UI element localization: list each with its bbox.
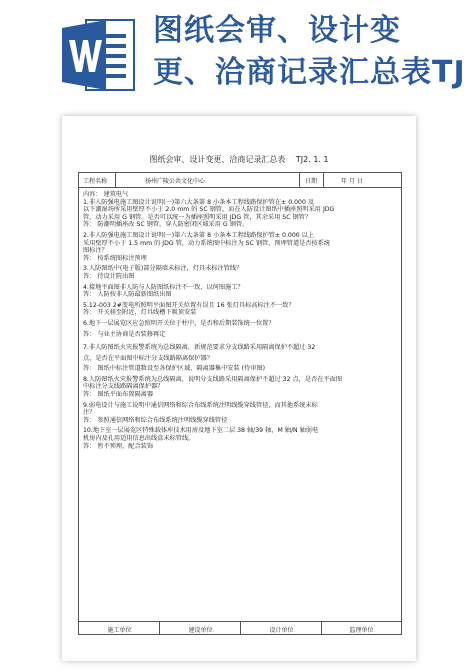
signature-construction: 施工单位 — [107, 627, 132, 634]
content-line: 答： 按系统图标注预埋 — [83, 254, 147, 262]
review-content — [83, 191, 399, 450]
content-line: 答： 人防按非人防最新图纸出图 — [83, 291, 172, 299]
content-line: 8.人防图纸火灾报警系统为总线隔离，说明分支线路采用隔离保护不超过 32 点，是否在平面图 — [83, 375, 343, 383]
project-value: 扬州广陵公共文化中心 — [145, 178, 206, 185]
content-line: 6.地下一层展览区应急照明开关位于柱中，是否和后期装饰统一位置？ — [83, 319, 275, 327]
content-line: 答： 暂不预埋，配合装饰 — [83, 442, 154, 450]
content-line: 7.非人防图纸火灾报警系统为总线隔离，新规范要求分支线路采用隔离保护不超过 32 — [83, 344, 316, 352]
content-line: 内容： 建筑电气 — [83, 191, 129, 198]
content-line: 点，是否在平面图中标注分支线路隔离保护器？ — [83, 354, 213, 362]
document-code: TJ2. 1. 1 — [295, 155, 329, 164]
content-line: 答： 防潮明插座改 SC 钢管，穿人防密闭区域采用 G 钢管。 — [83, 221, 249, 229]
signature-design: 设计单位 — [269, 627, 294, 634]
content-line: 答： 开关移至附近，灯具线槽下吸顶安装 — [83, 309, 197, 317]
header-row — [79, 173, 401, 188]
content-line: 3.人防图纸中(电子版)部分隔墙未标注，灯具未标注管线？ — [83, 265, 243, 273]
project-label: 工程名称 — [83, 178, 108, 185]
content-line: 9.弱电设计与施工说明中通信网络和综合布线系统注明线缆穿线管径，而其他系统未标 — [83, 401, 318, 409]
content-line: 中标注分支线路隔离保护器？ — [83, 383, 164, 391]
title-text: 图纸会审、设计变更、洽商记录汇总表 — [149, 155, 286, 164]
content-line: 1.非人防强电施工图设计说明(一)第六大条第 8 小条本工程线路保护管在± 0.000 及 — [83, 198, 315, 206]
content-line: 机房内及孔用适用信息出线盒未标管线。 — [83, 435, 195, 443]
date-value: 年 月 日 — [341, 178, 363, 185]
document-title — [62, 154, 416, 165]
word-icon — [60, 14, 138, 96]
content-line: 2.非人防强电施工图设计说明(一)第六大条第 8 小条本工程线路保护管± 0.000 以上 — [83, 231, 315, 239]
signature-row — [78, 622, 402, 635]
document-page — [62, 116, 416, 661]
form-table — [78, 172, 402, 622]
content-line: 答： 图纸中标注管道数设至各保护区域，隔离器集中安装 (待审图) — [83, 365, 266, 373]
banner — [0, 0, 474, 112]
date-label: 日期 — [305, 178, 318, 185]
content-line: 5.12-003 2#变电所照明平面图开关位置有误且 16 张灯具标高标注不一致？ — [83, 301, 295, 309]
content-line: 10.地下室一层展览区特殊载体库技术用房及地下室二层 38 轴/39 轴，M 轴/N 轴弱电 — [83, 427, 319, 435]
content-line: 答： 图纸平面布置隔离器 — [83, 391, 154, 399]
content-line: 答： 待设计院出图 — [83, 272, 135, 280]
content-line: 以下潮湿场所采用壁厚不小于 2.0 mm 的 SC 钢管，而在人防设计图纸中插座照明采用 JDG — [83, 206, 335, 214]
content-line: 管，动力采用 G 钢管。是否可以统一为插座照明采用 JDG 管，其余采用 SC 钢管？ — [83, 213, 312, 221]
content-line: 答： 参照通信网络和综合布线系统注明线缆穿线管径 — [83, 416, 228, 424]
signature-supervision: 监理单位 — [349, 627, 374, 634]
banner-title: 图纸会审、设计变 更、洽商记录汇总表TJ — [153, 13, 466, 90]
signature-owner: 建设单位 — [188, 627, 213, 634]
content-line: 图标注？ — [83, 247, 108, 255]
content-line: 答： 与业主协商是否装修再定 — [83, 330, 166, 338]
content-line: 采用壁厚不小于 1.5 mm 的 JDG 管，动力系统图中标注为 SC 钢管，预埋管道是否按系统 — [83, 239, 331, 247]
content-line: 注？ — [83, 409, 96, 417]
content-line: 4.接地平面图非人防与人防图纸标注不一致，以何图施工？ — [83, 283, 244, 291]
